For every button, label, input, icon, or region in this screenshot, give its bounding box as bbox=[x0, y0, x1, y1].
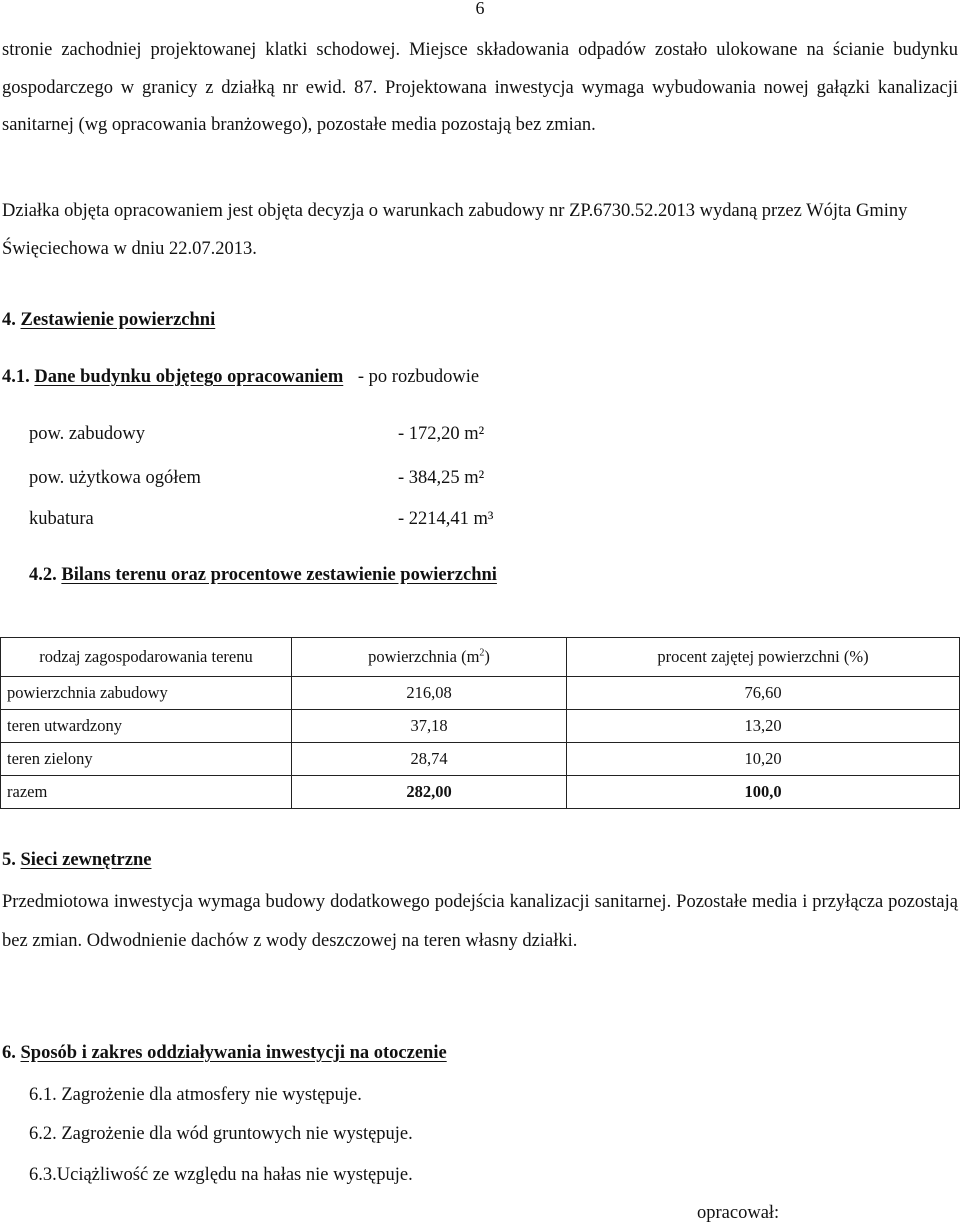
table-row bbox=[1, 743, 960, 776]
table-cell: 10,20 bbox=[567, 743, 960, 776]
building-data-value-1: - 172,20 m² bbox=[398, 424, 485, 444]
section-4-title: Zestawienie powierzchni bbox=[20, 310, 216, 330]
section-5-heading bbox=[2, 850, 151, 871]
table-cell: 216,08 bbox=[292, 677, 567, 710]
section-4-1-title: Dane budynku objętego opracowaniem bbox=[34, 367, 344, 387]
section-4-2-title: Bilans terenu oraz procentowe zestawienie powierzchni bbox=[61, 565, 497, 585]
section-4-2-number: 4.2. bbox=[29, 565, 57, 585]
section-4-1-number: 4.1. bbox=[2, 367, 30, 387]
building-data-label-2: pow. użytkowa ogółem bbox=[29, 468, 201, 488]
section-6-item-3: 6.3.Uciążliwość ze względu na hałas nie występuje. bbox=[29, 1165, 413, 1185]
section-5-paragraph: Przedmiotowa inwestycja wymaga budowy dodatkowego podejścia kanalizacji sanitarnej. Pozostałe media i przyłącza pozostają bez zmian. Odwodnienie dachów z wody deszczowej na teren własny działki. bbox=[2, 892, 958, 951]
land-balance-table bbox=[0, 637, 960, 809]
section-4-heading bbox=[2, 310, 215, 331]
table-cell: 13,20 bbox=[567, 710, 960, 743]
table-header-cell: powierzchnia $(m^2)$ bbox=[292, 638, 567, 677]
section-4-2-heading bbox=[29, 565, 497, 586]
section-4-1-heading bbox=[2, 367, 479, 388]
intro-paragraph-2: Działka objęta opracowaniem jest objęta decyzja o warunkach zabudowy nr ZP.6730.52.2013 wydaną przez Wójta Gminy Święciechowa w dniu 22.07.2013. bbox=[2, 201, 908, 259]
building-data-label-1: pow. zabudowy bbox=[29, 424, 145, 444]
table-cell: 282,00 bbox=[292, 776, 567, 809]
section-6-number: 6. bbox=[2, 1043, 16, 1063]
section-5-title: Sieci zewnętrzne bbox=[20, 850, 152, 870]
section-4-1-suffix: - po rozbudowie bbox=[357, 367, 480, 387]
table-cell: 76,60 bbox=[567, 677, 960, 710]
table-cell: teren zielony bbox=[1, 743, 292, 776]
table-cell: teren utwardzony bbox=[1, 710, 292, 743]
table-row bbox=[1, 710, 960, 743]
section-6-heading bbox=[2, 1043, 447, 1064]
page-number: 6 bbox=[475, 0, 485, 18]
intro-paragraph-1: stronie zachodniej projektowanej klatki schodowej. Miejsce składowania odpadów zostało ulokowane na ścianie budynku gospodarczego w granicy z działką nr ewid. 87. Projektowana inwestycja wymaga wybudowania nowej gałązki kanalizacji sanitarnej (wg opracowania branżowego), pozostałe media pozostają bez zmian. bbox=[2, 40, 958, 135]
section-4-number: 4. bbox=[2, 310, 16, 330]
table-total-row bbox=[1, 776, 960, 809]
section-6-title: Sposób i zakres oddziaływania inwestycji na otoczenie bbox=[20, 1043, 447, 1063]
table-cell: 28,74 bbox=[292, 743, 567, 776]
building-data-value-3: - 2214,41 m³ bbox=[398, 509, 494, 529]
section-6-item-2: 6.2. Zagrożenie dla wód gruntowych nie występuje. bbox=[29, 1124, 413, 1144]
table-cell: powierzchnia zabudowy bbox=[1, 677, 292, 710]
table-cell: 37,18 bbox=[292, 710, 567, 743]
table-row bbox=[1, 677, 960, 710]
signature-label: opracował: bbox=[697, 1203, 780, 1223]
section-6-item-1: 6.1. Zagrożenie dla atmosfery nie występuje. bbox=[29, 1085, 362, 1105]
building-data-value-2: - 384,25 m² bbox=[398, 468, 485, 488]
table-header-row bbox=[1, 638, 960, 677]
table-cell: 100,0 bbox=[567, 776, 960, 809]
table-cell: razem bbox=[1, 776, 292, 809]
building-data-label-3: kubatura bbox=[29, 509, 94, 529]
table-header-cell: procent zajętej powierzchni (%) bbox=[567, 638, 960, 677]
section-5-number: 5. bbox=[2, 850, 16, 870]
table-header-cell: rodzaj zagospodarowania terenu bbox=[1, 638, 292, 677]
